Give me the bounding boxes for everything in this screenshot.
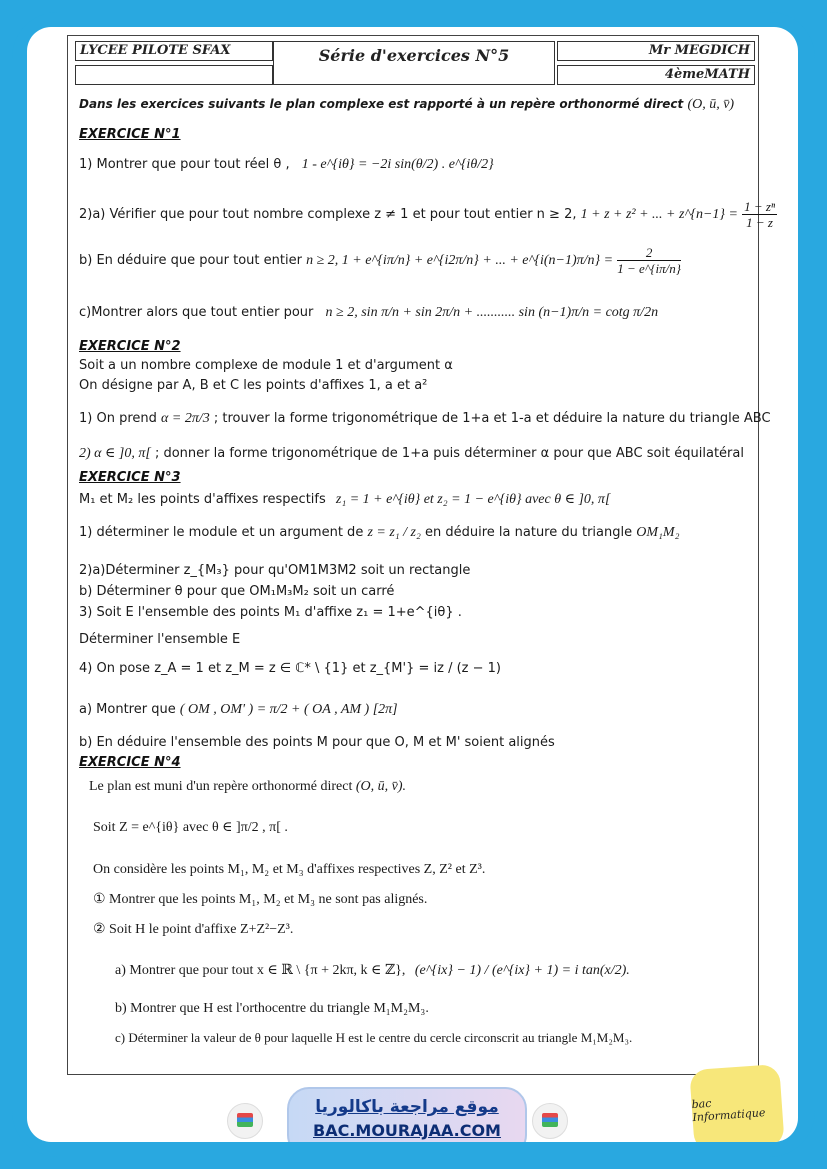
ex4-q1: ① Montrer que les points M₁, M₂ et M₃ ne sont pas alignés.: [93, 892, 428, 907]
ex4-line1-text: Le plan est muni d'un repère orthonormé direct: [89, 779, 353, 794]
exercise-2-title: EXERCICE N°2: [79, 339, 181, 354]
ex4-q2a: [115, 962, 630, 979]
ex2-line1: Soit a un nombre complexe de module 1 et d'argument α: [79, 358, 453, 373]
ex3-q1: [79, 525, 679, 541]
ex3-q4a: [79, 702, 398, 718]
ex3-q4b: b) En déduire l'ensemble des points M pour que O, M et M' soient alignés: [79, 735, 555, 750]
ex1-q2a-formula: 1 + z + z² + ... + z^{n−1} =: [580, 207, 738, 222]
site-banner[interactable]: [287, 1087, 527, 1142]
ex4-q2a-text: a) Montrer que pour tout x ∈ ℝ \ {π + 2kπ, k ∈ ℤ},: [115, 963, 406, 978]
ex2-q1-formula: α = 2π/3: [161, 411, 210, 426]
school-name: LYCEE PILOTE SFAX: [75, 41, 273, 61]
ex3-line1-formula: z₁ = 1 + e^{iθ} et z₂ = 1 − e^{iθ} avec θ ∈ ]0, π[: [335, 492, 611, 507]
ex3-q2b: b) Déterminer θ pour que OM₁M₃M₂ soit un carré: [79, 584, 395, 599]
ex3-q3: 3) Soit E l'ensemble des points M₁ d'affixe z₁ = 1+e^{iθ} .: [79, 605, 462, 620]
site-url-link[interactable]: BAC.MOURAJAA.COM: [313, 1121, 501, 1140]
ex2-line2: On désigne par A, B et C les points d'affixes 1, a et a²: [79, 378, 428, 393]
ex4-line2: Soit Z = e^{iθ} avec θ ∈ ]π/2 , π[ .: [93, 820, 288, 835]
ex3-q1-triangle: OM₁M₂: [636, 525, 680, 540]
ex1-q2c-formula: n ≥ 2, sin π/n + sin 2π/n + ........... sin (n−1)π/n = cotg π/2n: [325, 305, 659, 320]
ex1-q2b-text: b) En déduire que pour tout entier: [79, 253, 302, 268]
ex3-q3b: Déterminer l'ensemble E: [79, 632, 241, 647]
ex4-line3: On considère les points M₁, M₂ et M₃ d'affixes respectives Z, Z² et Z³.: [93, 862, 486, 877]
ex1-q2b-fraction: [617, 245, 681, 276]
exercise-1-title: EXERCICE N°1: [79, 127, 181, 142]
ex4-q2b: b) Montrer que H est l'orthocentre du triangle M₁M₂M₃.: [115, 1001, 429, 1016]
ex3-line1: [79, 491, 610, 508]
ex4-line1: [89, 779, 406, 795]
page-title: Série d'exercices N°5: [273, 41, 555, 85]
ex1-q1-formula: 1 - e^{iθ} = −2i sin(θ/2) . e^{iθ/2}: [301, 157, 494, 172]
ex2-q2-text: ; donner la forme trigonométrique de 1+a puis déterminer α pour que ABC soit équilatéral: [154, 446, 744, 461]
ex4-q2c: c) Déterminer la valeur de θ pour laquelle H est le centre du cercle circonscrit au triangle M₁M₂M₃.: [115, 1030, 633, 1045]
ex2-q1-text: ; trouver la forme trigonométrique de 1+a et 1-a et déduire la nature du triangle ABC: [213, 411, 771, 426]
ex1-q1-text: 1) Montrer que pour tout réel θ ,: [79, 157, 290, 172]
left-logo-icon: [227, 1103, 263, 1139]
ex3-q4: 4) On pose z_A = 1 et z_M = z ∈ ℂ* \ {1} et z_{M'} = iz / (z − 1): [79, 661, 501, 676]
ex1-q2b: [79, 245, 681, 276]
intro-text: [79, 97, 734, 113]
ex1-q1: [79, 157, 494, 173]
ex1-q2a-numerator: 1 − zⁿ: [744, 199, 776, 214]
ex3-line1-text: M₁ et M₂ les points d'affixes respectifs: [79, 492, 326, 507]
ex1-q2a-text: 2)a) Vérifier que pour tout nombre complexe z ≠ 1 et pour tout entier n ≥ 2,: [79, 207, 577, 222]
content-border: [67, 35, 759, 1075]
document-page: [27, 27, 798, 1142]
exercise-4-title: EXERCICE N°4: [79, 755, 181, 770]
ex3-q4a-formula: ( OM , OM' ) = π/2 + ( OA , AM ) [2π]: [179, 702, 398, 717]
ex1-q2b-numerator: 2: [617, 245, 681, 261]
footer: [27, 1087, 798, 1142]
ex2-q2-formula: 2) α ∈ ]0, π[: [79, 446, 151, 461]
intro-frame: (O, ū, v̄): [687, 97, 735, 112]
ex2-q1-lead: 1) On prend: [79, 411, 157, 426]
ex1-q2b-formula: n ≥ 2, 1 + e^{iπ/n} + e^{i2π/n} + ... + e^{i(n−1)π/n} =: [306, 253, 614, 268]
header-empty-cell: [75, 65, 273, 85]
ex2-q2: [79, 445, 744, 462]
ex1-q2a-denominator: 1 − z: [746, 215, 773, 230]
ex1-q2b-denominator: 1 − e^{iπ/n}: [617, 261, 681, 276]
ex2-q1: [79, 411, 771, 427]
bac-informatique-badge: bac Informatique: [689, 1064, 785, 1142]
exercise-3-title: EXERCICE N°3: [79, 470, 181, 485]
teacher-name: Mr MEGDICH: [557, 41, 755, 61]
ex1-q2c: [79, 305, 658, 321]
intro-sentence: Dans les exercices suivants le plan complexe est rapporté à un repère orthonormé direct: [79, 97, 684, 111]
ex3-q2a: 2)a)Déterminer z_{M₃} pour qu'OM1M3M2 soit un rectangle: [79, 563, 471, 578]
ex1-q2a: [79, 199, 777, 230]
ex4-q2: ② Soit H le point d'affixe Z+Z²−Z³.: [93, 922, 294, 937]
ex3-q4a-text: a) Montrer que: [79, 702, 176, 717]
ex3-q1-text: 1) déterminer le module et un argument de: [79, 525, 364, 540]
right-logo-icon: [532, 1103, 568, 1139]
ex4-q2a-formula: (e^{ix} − 1) / (e^{ix} + 1) = i tan(x/2).: [414, 963, 630, 978]
ex1-q2a-fraction: [742, 199, 777, 230]
class-level: 4èmeMATH: [557, 65, 755, 85]
site-arabic-name[interactable]: موقع مراجعة باكالوريا: [315, 1097, 499, 1117]
ex3-q1-text2: en déduire la nature du triangle: [425, 525, 633, 540]
ex1-q2c-text: c)Montrer alors que tout entier pour: [79, 305, 314, 320]
ex3-q1-formula: z = z₁ / z₂: [367, 525, 421, 540]
ex4-line1-formula: (O, ū, v̄).: [355, 779, 407, 794]
